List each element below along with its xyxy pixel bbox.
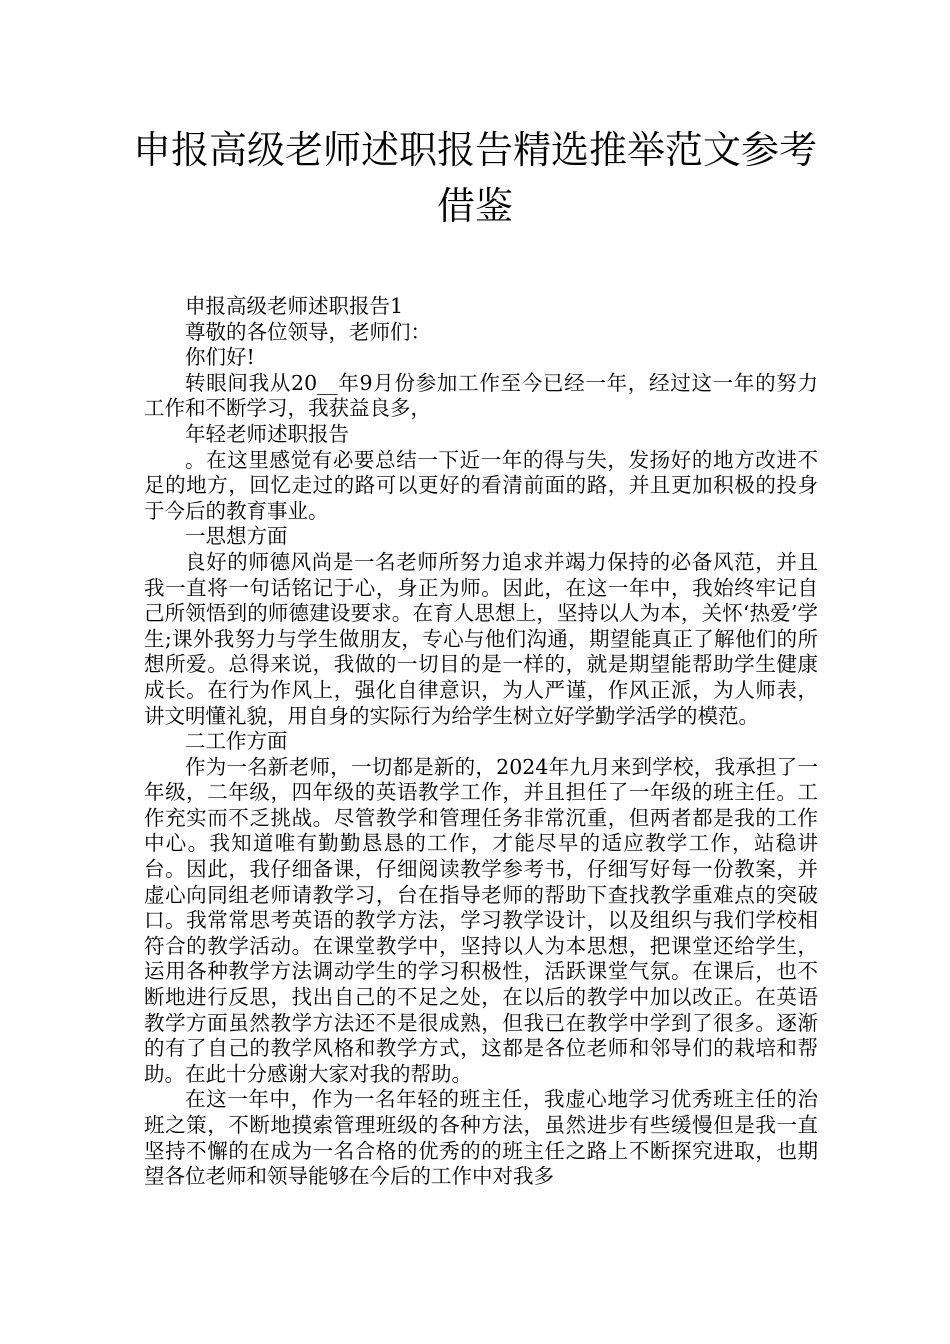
- paragraph-intro: 转眼间我从20__年9月份参加工作至今已经一年，经过这一年的努力工作和不断学习，我获益良多，: [144, 370, 818, 421]
- paragraph-salutation: 尊敬的各位领导，老师们：: [185, 319, 431, 344]
- document-title: 申报高级老师述职报告精选推举范文参考借鉴: [132, 128, 817, 228]
- section-heading-work: 二工作方面: [185, 729, 288, 754]
- paragraph-greeting: 你们好!: [185, 345, 255, 370]
- paragraph-thought: 良好的师德风尚是一名老师所努力追求并竭力保持的必备风范，并且我一直将一句话铭记于心，身正为师。因此，在这一年中，我始终牢记自己所领悟到的师德建设要求。在育人思想上，坚持以人为本，关怀‘热爱’学生;课外我努力与学生做朋友，专心与他们沟通，期望能真正了解他们的所想所爱。总得来说，我做的一切目的是一样的，就是期望能帮助学生健康成长。在行为作风上，强化自律意识，为人严谨，作风正派，为人师表，讲文明懂礼貌，用自身的实际行为给学生树立好学勤学活学的模范。: [144, 549, 818, 728]
- paragraph-class-teacher: 在这一年中，作为一名年轻的班主任，我虚心地学习优秀班主任的治班之策，不断地摸索管理班级的各种方法，虽然进步有些缓慢但是我一直坚持不懈的在成为一名合格的优秀的的班主任之路上不断探究进取，也期望各位老师和领导能够在今后的工作中对我多: [144, 1087, 818, 1189]
- document-body: [144, 294, 818, 1190]
- paragraph-subtitle: 年轻老师述职报告: [185, 421, 349, 446]
- paragraph-work: 作为一名新老师，一切都是新的，2024年九月来到学校，我承担了一年级，二年级，四年级的英语教学工作，并且担任了一年级的班主任。工作充实而不乏挑战。尽管教学和管理任务非常沉重，但两者都是我的工作中心。我知道唯有勤勤恳恳的工作，才能尽早的适应教学工作，站稳讲台。因此，我仔细备课，仔细阅读教学参考书，仔细写好每一份教案，并虚心向同组老师请教学习，台在指导老师的帮助下查找教学重难点的突破口。我常常思考英语的教学方法，学习教学设计，以及组织与我们学校相符合的教学活动。在课堂教学中，坚持以人为本思想，把课堂还给学生，运用各种教学方法调动学生的学习积极性，活跃课堂气氛。在课后，也不断地进行反思，找出自己的不足之处，在以后的教学中加以改正。在英语教学方面虽然教学方法还不是很成熟，但我已在教学中学到了很多。逐渐的有了自己的教学风格和教学方式，这都是各位老师和邻导们的栽培和帮助。在此十分感谢大家对我的帮助。: [144, 754, 818, 1086]
- section-heading-thought: 一思想方面: [185, 524, 288, 549]
- paragraph-report-heading: 申报高级老师述职报告1: [185, 294, 404, 318]
- paragraph-summary: 。在这里感觉有必要总结一下近一年的得与失，发扬好的地方改进不足的地方，回忆走过的路可以更好的看清前面的路，并且更加积极的投身于今后的教育事业。: [144, 447, 818, 523]
